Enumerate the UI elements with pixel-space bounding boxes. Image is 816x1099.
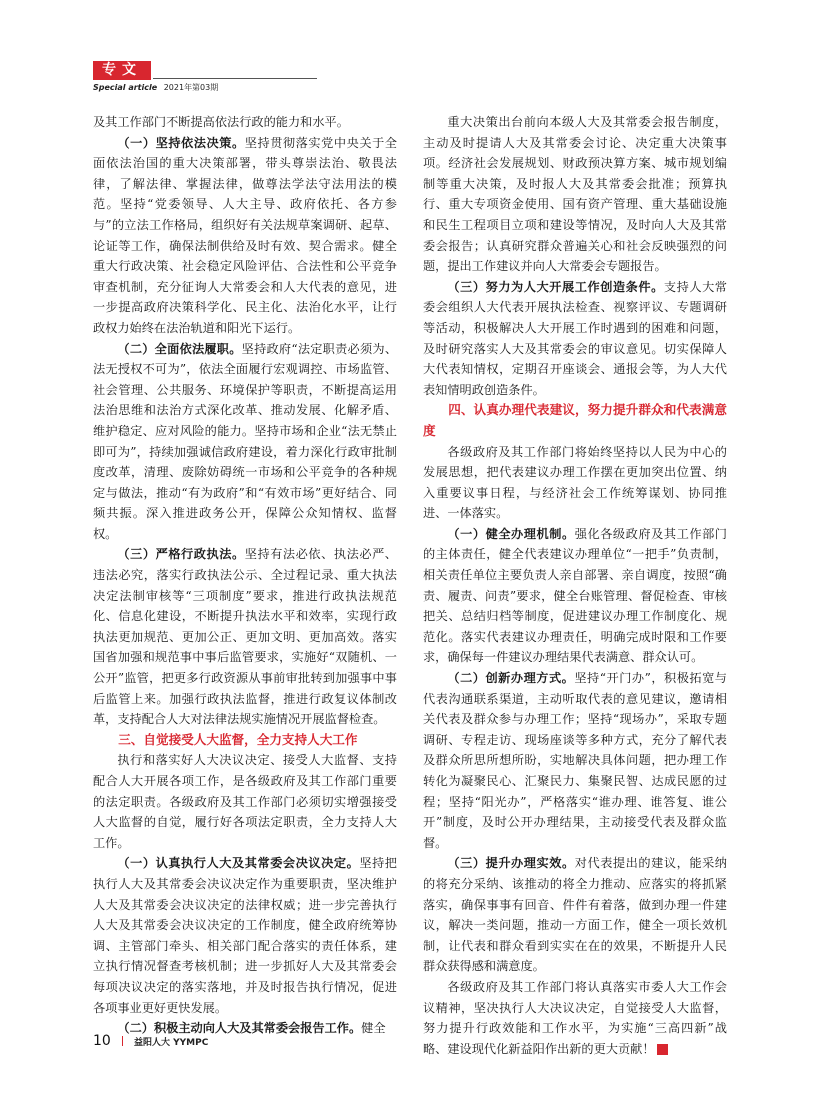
page-header: [93, 61, 733, 95]
paragraph-lead: （三）提升办理实效。: [447, 856, 575, 871]
paragraph: [423, 668, 727, 853]
paragraph-text: 坚持贯彻落实党中央关于全面依法治国的重大决策部署，带头尊崇法治、敬畏法律，了解法律、掌握法律，做尊法学法守法用法的模范。坚持“党委领导、人大主导、政府依托、各方参与”的立法工作格局，组织好有关法规草案调研、起草、论证等工作，确保法制供给及时有效、契合需求。健全重大行政决策、社会稳定风险评估、合法性和公平竞争审查机制，充分征询人大常委会和人大代表的意见，进一步提高政府决策科学化、民主化、法治化水平，让行政权力始终在法治轨道和阳光下运行。: [93, 135, 397, 335]
paragraph-lead: （三）严格行政执法。: [117, 547, 245, 562]
section-en: Special article: [93, 83, 158, 92]
paragraph-text: 各级政府及其工作部门将认真落实市委人大工作会议精神，坚决执行人大决议决定，自觉接受人大监督，努力提升行政效能和工作水平，为实施“三高四新”战略、建设现代化新益阳作出新的更大贡献！: [423, 979, 727, 1056]
paragraph: [93, 133, 397, 339]
paragraph-text: 支持人大常委会组织人大代表开展执法检查、视察评议、专题调研等活动，积极解决人大开展工作时遇到的困难和问题，及时研究落实人大及其常委会的审议意见。切实保障人大代表知情权，定期召开座谈会、通报会等，为人大代表知情明政创造条件。: [423, 279, 727, 397]
paragraph-text: 对代表提出的建议，能采纳的将充分采纳、该推动的将全力推动、应落实的将抓紧落实，确保事事有回音、件件有着落，做到办理一件建议，解决一类问题，推动一方面工作，健全一项长效机制，让代表和群众看到实实在在的效果，不断提升人民群众获得感和满意度。: [423, 856, 727, 974]
section-tag: 专文: [93, 61, 151, 80]
paragraph-lead: （一）健全办理机制。: [447, 526, 575, 541]
paragraph: [93, 339, 397, 545]
paragraph-text: 坚持政府“法定职责必须为、法无授权不可为”，依法全面履行宏观调控、市场监管、社会管理、公共服务、环境保护等职责，不断提高运用法治思维和法治方式深化改革、推动发展、化解矛盾、维护稳定、应对风险的能力。坚持市场和企业“法无禁止即可为”，持续加强诚信政府建设，着力深化行政审批制度改革，清理、废除妨碍统一市场和公平竞争的各种规定与做法，推动“有为政府”和“有效市场”更好结合、同频共振。深入推进政务公开，保障公众知情权、监督权。: [93, 341, 398, 541]
header-subline: [93, 82, 218, 93]
paragraph: [423, 112, 727, 277]
footer-divider: [122, 1036, 123, 1046]
paragraph-text: 重大决策出台前向本级人大及其常委会报告制度，主动及时提请人大及其常委会讨论、决定重大决策事项。经济社会发展规划、财政预决算方案、城市规划编制等重大决策，及时报人大及其常委会批准；预算执行、重大专项资金使用、国有资产管理、重大基础设施和民生工程项目立项和建设等情况，及时向人大及其常委会报告；认真研究群众普遍关心和社会反映强烈的问题，提出工作建议并向人大常委会专题报告。: [423, 115, 727, 274]
issue-label: 2021年第03期: [163, 83, 219, 92]
header-rule: [153, 78, 317, 79]
paragraph-lead: （二）全面依法履职。: [117, 341, 242, 356]
paragraph: [93, 853, 397, 1018]
paragraph-text: 各级政府及其工作部门将始终坚持以人民为中心的发展思想，把代表建议办理工作摆在更加突出位置、纳入重要议事日程，与经济社会工作统筹谋划、协同推进、一体落实。: [423, 444, 727, 521]
page-footer: [93, 1030, 208, 1049]
magazine-name: 益阳人大 YYMPC: [134, 1038, 209, 1048]
paragraph: [423, 853, 727, 977]
paragraph-text: 强化各级政府及其工作部门的主体责任，健全代表建议办理单位“一把手”负责制，相关责任单位主要负责人亲自部署、亲自调度，按照“确责、履责、问责”要求，健全台账管理、督促检查、审核把关、总结归档等制度，促进建议办理工作制度化、规范化。落实代表建议办理责任，明确完成时限和工作要求，确保每一件建议办理结果代表满意、群众认可。: [423, 526, 727, 665]
paragraph-lead: （一）坚持依法决策。: [117, 135, 245, 150]
section-heading: 四、认真办理代表建议，努力提升群众和代表满意度: [423, 402, 727, 438]
paragraph-lead: （三）努力为人大开展工作创造条件。: [447, 279, 664, 294]
paragraph: [423, 442, 727, 524]
paragraph: [93, 544, 397, 729]
paragraph: [93, 750, 397, 853]
right-column: [423, 112, 727, 1059]
page-number: 10: [93, 1033, 111, 1049]
paragraph: [423, 277, 727, 401]
paragraph-lead: （二）积极主动向人大及其常委会报告工作。: [117, 1021, 362, 1036]
paragraph-text: 健全: [361, 1021, 386, 1036]
paragraph: [423, 977, 727, 1059]
paragraph-lead: （一）认真执行人大及其常委会决议决定。: [117, 856, 360, 871]
paragraph-text: 坚持有法必依、执法必严、违法必究，落实行政执法公示、全过程记录、重大执法决定法制审核等“三项制度”要求，推进行政执法规范化、信息化建设，不断提升执法水平和效率，实现行政执法更加规范、更加公正、更加文明、更加高效。落实国省加强和规范事中事后监管要求，实施好“双随机、一公开”监管，把更多行政资源从事前审批转到加强事中事后监管上来。加强行政执法监督，推进行政复议体制改革，支持配合人大对法律法规实施情况开展监督检查。: [93, 547, 397, 727]
paragraph-text: 坚持把执行人大及其常委会决议决定作为重要职责，坚决维护人大及其常委会决议决定的法律权威；进一步完善执行人大及其常委会决议决定的工作制度，健全政府统筹协调、主管部门牵头、相关部门配合落实的责任体系，建立执行情况督查考核机制；进一步抓好人大及其常委会每项决议决定的落实落地，并及时报告执行情况，促进各项事业更好更快发展。: [93, 856, 397, 1015]
paragraph: [93, 112, 397, 133]
paragraph-text: 及其工作部门不断提高依法行政的能力和水平。: [93, 115, 349, 129]
paragraph-text: 坚持“开门办”，积极拓宽与代表沟通联系渠道，主动听取代表的意见建议，邀请相关代表及群众参与办理工作；坚持“现场办”，采取专题调研、专程走访、现场座谈等多种方式，充分了解代表及群众所思所想所盼，实地解决具体问题，把办理工作转化为凝聚民心、汇聚民力、集聚民智、达成民愿的过程；坚持“阳光办”，严格落实“谁办理、谁答复、谁公开”制度，及时公开办理结果，主动接受代表及群众监督。: [423, 671, 727, 850]
paragraph-lead: （二）创新办理方式。: [447, 671, 575, 686]
end-mark-icon: 人: [657, 1044, 668, 1055]
paragraph-text: 执行和落实好人大决议决定、接受人大监督、支持配合人大开展各项工作，是各级政府及其工作部门重要的法定职责。各级政府及其工作部门必须切实增强接受人大监督的自觉，履行好各项法定职责，全力支持人大工作。: [93, 753, 397, 850]
left-column: [93, 112, 397, 1039]
section-heading: 三、自觉接受人大监督，全力支持人大工作: [118, 731, 358, 747]
paragraph: [423, 524, 727, 668]
